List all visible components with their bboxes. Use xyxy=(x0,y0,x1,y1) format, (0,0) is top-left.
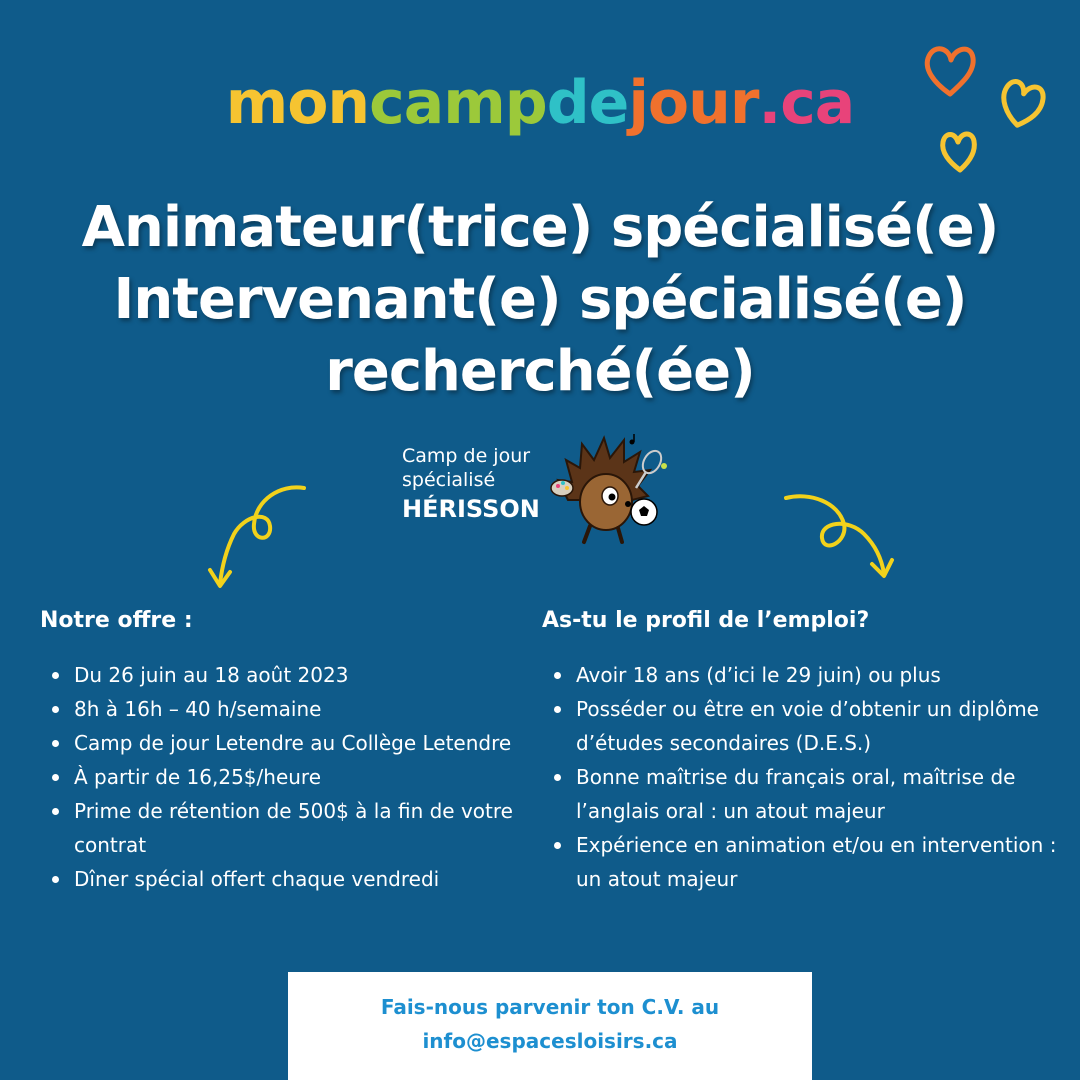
list-item: 8h à 16h – 40 h/semaine xyxy=(74,692,530,726)
brand-part-mon: mon xyxy=(225,68,370,138)
cta-email-link[interactable]: info@espacesloisirs.ca xyxy=(422,1029,678,1053)
list-item: Expérience en animation et/ou en intervention : un atout majeur xyxy=(576,828,1062,896)
brand-part-camp: camp xyxy=(369,68,547,138)
headline-line-1: Animateur(trice) spécialisé(e) xyxy=(81,195,999,260)
profile-title: As-tu le profil de l’emploi? xyxy=(542,608,870,633)
cta-line-1: Fais-nous parvenir ton C.V. au xyxy=(380,995,720,1019)
list-item: Du 26 juin au 18 août 2023 xyxy=(74,658,530,692)
camp-logo-line-1: Camp de jour xyxy=(402,445,531,467)
camp-herisson-logo xyxy=(398,430,688,550)
list-item: Avoir 18 ans (d’ici le 29 juin) ou plus xyxy=(576,658,1062,692)
profile-section xyxy=(542,606,1062,896)
curly-arrow-left-icon xyxy=(200,480,320,595)
job-headline xyxy=(0,192,1080,408)
cta-box xyxy=(288,972,812,1080)
camp-logo-line-2: spécialisé xyxy=(402,469,496,491)
hearts-icon xyxy=(915,38,1055,178)
list-item: Camp de jour Letendre au Collège Letendre xyxy=(74,726,530,760)
list-item: Bonne maîtrise du français oral, maîtrise de l’anglais oral : un atout majeur xyxy=(576,760,1062,828)
offer-section xyxy=(40,606,530,896)
curly-arrow-right-icon xyxy=(780,488,900,588)
headline-line-3: recherché(ée) xyxy=(325,339,755,404)
list-item: À partir de 16,25$/heure xyxy=(74,760,530,794)
offer-title: Notre offre : xyxy=(40,608,193,633)
brand-part-ca: .ca xyxy=(758,68,855,138)
list-item: Prime de rétention de 500$ à la fin de votre contrat xyxy=(74,794,530,862)
brand-part-jour: jour xyxy=(628,68,759,138)
list-item: Dîner spécial offert chaque vendredi xyxy=(74,862,530,896)
list-item: Posséder ou être en voie d’obtenir un diplôme d’études secondaires (D.E.S.) xyxy=(576,692,1062,760)
offer-list xyxy=(40,658,530,896)
camp-logo-text xyxy=(402,444,540,526)
hedgehog-mascot-icon xyxy=(548,430,668,550)
brand-part-de: de xyxy=(546,68,629,138)
profile-list xyxy=(542,658,1062,896)
headline-line-2: Intervenant(e) spécialisé(e) xyxy=(113,267,967,332)
camp-logo-line-3: HÉRISSON xyxy=(402,495,540,523)
